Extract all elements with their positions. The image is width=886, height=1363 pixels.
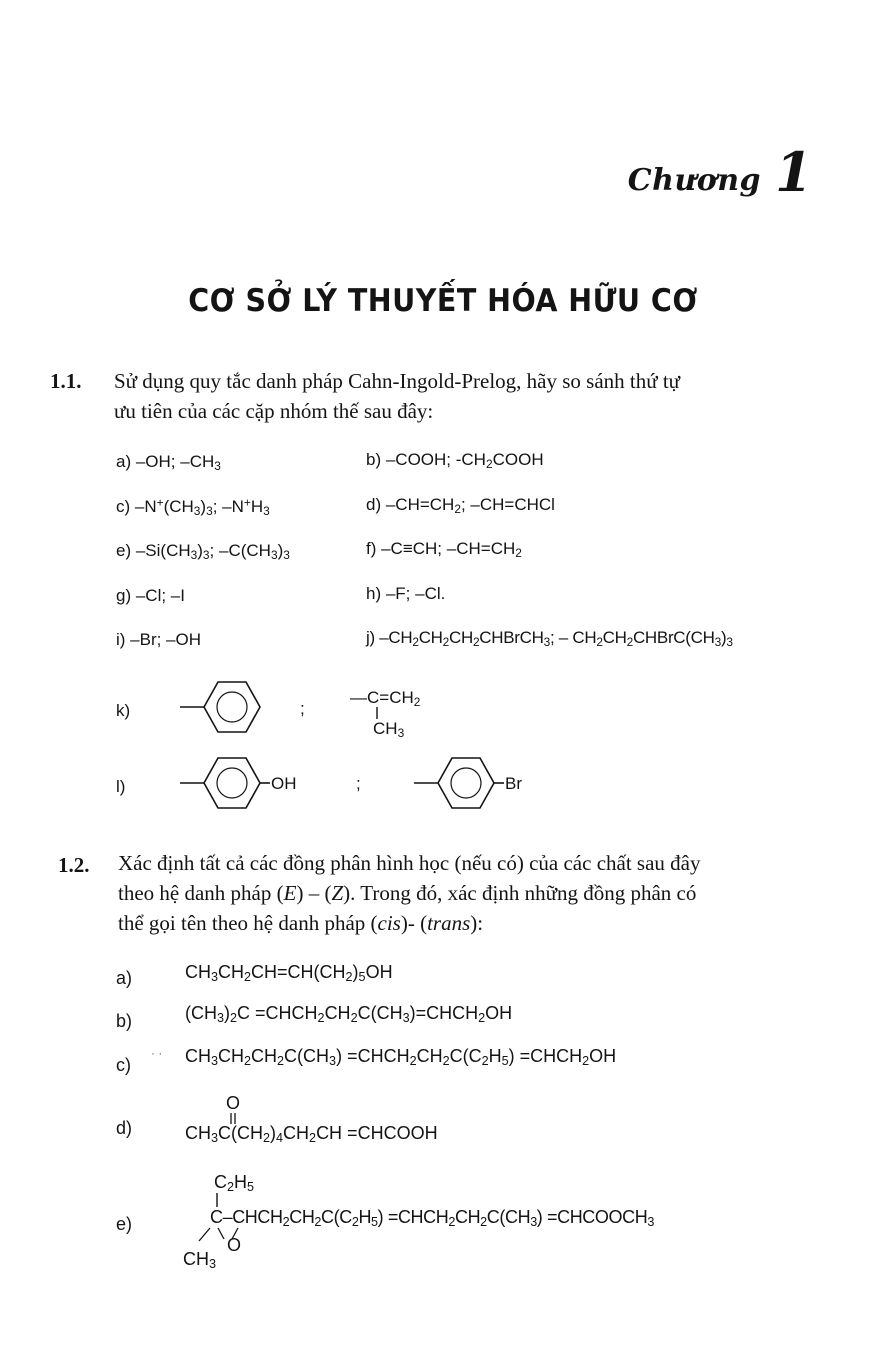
chapter-number: 1 (775, 140, 813, 204)
option-d: d) $-CH=CH_2$; –CH=CHCl (366, 495, 555, 516)
option-e: e) $-Si(CH_3)_3$; $-C(CH_3)_3$ (116, 541, 290, 562)
q2-e-epoxide-oxygen: O (227, 1235, 242, 1255)
chapter-title: CƠ SỞ LÝ THUYẾT HÓA HỮU CƠ (188, 283, 698, 319)
option-g: g) –Cl; –I (116, 586, 185, 605)
isopropenyl-bond (374, 707, 380, 719)
q2-b-label: b) (116, 1011, 133, 1031)
isopropenyl-top: $—C=CH_2$ (350, 688, 421, 709)
option-k-separator: ; (300, 699, 305, 718)
chapter-label: Chương (627, 163, 761, 198)
q2-c-formula: $CH_3CH_2CH_2C(CH_3)$ $=CHCH_2CH_2C(C_2H_5)$ $=CHCH_2OH$ (185, 1046, 617, 1069)
q2-c-dots: · · (151, 1046, 163, 1060)
q2-e-ethyl-bond (214, 1193, 220, 1207)
option-c: c) $-N^+(CH_3)_3$; $-N^+H_3$ (116, 495, 270, 518)
q2-a-formula: $CH_3CH_2CH=CH(CH_2)_5OH$ (185, 962, 393, 985)
option-k-label: k) (116, 701, 131, 720)
question-number-1-1: 1.1. (50, 369, 82, 393)
option-j: j) $-CH_2CH_2CH_2CHBrCH_3$; – $CH_2CH_2CHBrC(CH_3)_3$ (366, 628, 733, 649)
option-l-label: l) (116, 777, 126, 796)
option-l-separator: ; (356, 774, 361, 793)
phenyl-structure (178, 676, 278, 740)
q2-c-label: c) (116, 1055, 131, 1075)
q2-d-label: d) (116, 1118, 133, 1138)
question-1-1-line-1: Sử dụng quy tắc danh pháp Cahn-Ingold-Prelog, hãy so sánh thứ tự (114, 369, 681, 393)
q2-a-label: a) (116, 968, 133, 988)
option-b: b) –COOH; $-CH_2COOH$ (366, 450, 544, 471)
q2-e-methyl: $CH_3$ (183, 1249, 217, 1272)
question-1-2-line-1: Xác định tất cả các đồng phân hình học (nếu có) của các chất sau đây (118, 851, 701, 875)
question-number-1-2: 1.2. (58, 853, 90, 877)
q2-b-formula: $(CH_3)_2C$ $=CHCH_2CH_2C(CH_3)=CHCH_2OH$ (185, 1003, 513, 1026)
option-a: a) –OH; $-CH_3$ (116, 452, 221, 473)
q2-d-oxygen: O (226, 1093, 241, 1113)
option-i: i) –Br; –OH (116, 630, 202, 649)
q2-d-formula: $CH_3C(CH_2)_4CH_2CH$ =CHCOOH (185, 1123, 438, 1146)
question-1-2-line-2: theo hệ danh pháp (E) – (Z). Trong đó, xác định những đồng phân có (118, 881, 697, 905)
q2-e-label: e) (116, 1214, 133, 1234)
q2-e-ethyl: $C_2H_5$ (214, 1172, 255, 1195)
question-1-1-line-2: ưu tiên của các cặp nhóm thế sau đây: (114, 399, 434, 423)
option-h: h) –F; –Cl. (366, 584, 446, 603)
question-1-2-line-3: thể gọi tên theo hệ danh pháp (cis)- (trans): (118, 911, 484, 935)
isopropenyl-methyl: $CH_3$ (373, 719, 405, 740)
option-f: f) –C≡CH; $-CH=CH_2$ (366, 539, 522, 560)
bromophenyl-br: Br (505, 774, 522, 793)
q2-e-formula: $C-CHCH_2CH_2C(C_2H_5)$ $=CHCH_2CH_2C(CH_3)$ $=CHCOOCH_3$ (210, 1207, 654, 1230)
phenol-oh: OH (271, 774, 297, 793)
